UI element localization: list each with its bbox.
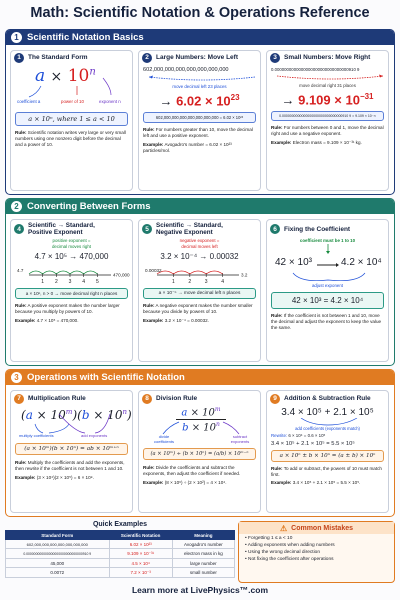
- large-result: → $6.02 \times 10^{23}$: [159, 93, 240, 109]
- addition-label: add coefficients (exponents match): [295, 426, 360, 431]
- list-item: • Forgetting 1 ≤ a < 10: [245, 536, 388, 543]
- table-row: 45,000 4.5 × 10⁴ large number: [6, 559, 235, 568]
- subtitle: negative exponent = decimal moves left: [179, 238, 220, 249]
- warning-icon: ⚠: [279, 523, 288, 533]
- card-division: [138, 390, 261, 513]
- line-start-label: 4.7: [17, 268, 24, 274]
- card-number: 9: [270, 394, 280, 404]
- rule-text: Rule: A negative exponent makes the number smaller because you divide by powers of 10.: [143, 303, 253, 315]
- top-label: coefficient must be 1 to 10: [299, 238, 356, 243]
- rule-text: Rule: A positive exponent makes the number larger because you multiply by powers of 10.: [15, 303, 120, 315]
- column-header: Scientific Notation: [109, 531, 172, 540]
- section-title: Scientific Notation Basics: [27, 32, 144, 43]
- formula-exponent: n: [89, 66, 96, 78]
- card-fixing-coefficient: [266, 219, 389, 362]
- formula-ten: 10: [67, 66, 90, 86]
- section-number: 2: [11, 201, 22, 212]
- card-number: 2: [142, 53, 152, 63]
- quick-examples-title: Quick Examples: [92, 521, 148, 528]
- hop-arrow: [190, 271, 206, 274]
- card-number: 1: [14, 53, 24, 63]
- card-title: Addition & Subtraction Rule: [284, 395, 371, 402]
- example-text: Example: (3 × 10⁴)(2 × 10⁵) = 6 × 10⁹.: [15, 474, 94, 480]
- quick-examples: [5, 521, 235, 583]
- column-header: Meaning: [172, 531, 234, 540]
- move-left-arrow: [143, 74, 258, 84]
- common-mistakes: [238, 521, 395, 583]
- page-title: Math: Scientific Notation & Operations Reference: [30, 5, 370, 21]
- rule-box: a × 10ⁿ, n > 0 → move decimal right n places: [15, 288, 128, 299]
- addition-calc: 3.4 × 10⁵ + 2.1 × 10⁵ = 5.5 × 10⁵: [271, 441, 355, 447]
- section-header: [6, 30, 394, 45]
- multiplication-formula: $(a \times 10^m)(b \times 10^n)$: [21, 408, 132, 422]
- tick-label: 1: [172, 279, 175, 286]
- card-title: Large Numbers: Move Left: [156, 54, 238, 61]
- rule-text: Rule: For numbers between 0 and 1, move the decimal right and use a negative exponent.: [271, 125, 384, 137]
- example-text: Example: 3.4 × 10⁵ + 2.1 × 10⁵ = 5.5 × 10⁵.: [271, 479, 361, 485]
- card-number: 7: [14, 394, 24, 404]
- section-header: [6, 199, 394, 214]
- section-number: 1: [11, 32, 22, 43]
- formula-times: ×: [50, 69, 63, 85]
- tick-label: 5: [95, 279, 99, 286]
- rule-text: Rule: If the coefficient is not between 1 and 10, move the decimal and adjust the exponent to keep the value the same.: [271, 313, 382, 330]
- mistakes-header: [239, 522, 394, 534]
- tick-label: 3: [204, 279, 208, 286]
- mistakes-title: Common Mistakes: [291, 524, 354, 532]
- tick-label: 4: [221, 279, 224, 286]
- fix-diagram: [271, 243, 384, 287]
- list-item: • Adding exponents when adding numbers: [245, 543, 388, 550]
- move-left-label: move decimal left 23 places: [172, 84, 227, 89]
- card-title: The Standard Form: [28, 54, 88, 61]
- card-title: Scientific → Standard, Negative Exponent: [156, 221, 223, 236]
- example-text: Example: Avogadro's number = 6.02 × 10²³ particles/mol.: [143, 142, 232, 154]
- multiplication-box: (a × 10ᵐ)(b × 10ⁿ) = ab × 10ᵐ⁺ⁿ: [15, 443, 128, 455]
- small-result-box: 0.0000000000000000000000000000000910 9 = 9.109 × 10⁻³¹: [271, 111, 384, 121]
- quick-examples-table: [5, 530, 235, 578]
- tick-label: 4: [82, 279, 86, 286]
- multiply-label: multiply coefficients: [19, 433, 54, 438]
- addition-expression: 3.4 × 10⁵ + 2.1 × 10⁵: [281, 407, 374, 418]
- hop-arrow: [206, 271, 222, 274]
- tick-label: 2: [54, 279, 58, 286]
- card-addition-subtraction: [266, 390, 389, 513]
- card-standard-form: [10, 50, 133, 191]
- large-result-box: 602,000,000,000,000,000,000,000 = 6.02 × 10²³: [143, 112, 256, 123]
- hop-arrow: [84, 271, 98, 274]
- division-formula: $a \times 10^m$ $b \times 10^n$: [176, 406, 226, 434]
- fix-left: 42 × 10³: [275, 257, 312, 268]
- section-converting: [5, 198, 395, 366]
- column-header: Standard Form: [6, 531, 110, 540]
- decimal-move-line: [143, 263, 258, 285]
- rule-text: Rule: To add or subtract, the powers of 10 must match first.: [271, 466, 382, 477]
- formula-coefficient: a: [35, 66, 46, 86]
- division-box: (a × 10ᵐ) ÷ (b × 10ⁿ) = (a/b) × 10ᵐ⁻ⁿ: [143, 448, 256, 460]
- footer-link[interactable]: Learn more at LivePhysics™.com: [131, 585, 269, 595]
- multiplication-diagram: [15, 406, 132, 440]
- card-multiplication: [10, 390, 133, 513]
- section-number: 3: [11, 372, 22, 383]
- mistakes-list: [239, 534, 394, 566]
- card-large-numbers: [138, 50, 261, 191]
- subtract-label: subtract exponents: [230, 434, 250, 444]
- card-title: Multiplication Rule: [28, 395, 86, 402]
- tick-label: 2: [188, 279, 192, 286]
- card-number: 5: [142, 224, 152, 234]
- card-negative-exponent: [138, 219, 261, 362]
- section-notation-basics: [5, 29, 395, 195]
- rule-text: Rule: Multiply the coefficients and add the exponents, then rewrite if the coefficient is not between 1 and 10.: [15, 460, 125, 471]
- definition-box: a × 10ⁿ, where 1 ≤ a < 10: [15, 112, 128, 126]
- card-title: Small Numbers: Move Right: [284, 54, 371, 61]
- rule-text: Rule: Scientific notation writes very large or very small numbers using one nonzero digit before the decimal and a power of 10.: [15, 130, 126, 147]
- coefficient-label: coefficient a: [17, 99, 41, 104]
- small-number: 0.0000000000000000000000000000000910 9: [271, 67, 360, 72]
- subtitle: positive exponent = decimal moves right: [51, 238, 92, 249]
- move-right-label: move decimal right 31 places: [299, 83, 356, 88]
- section-title: Converting Between Forms: [27, 201, 151, 212]
- small-result: → $9.109 \times 10^{-31}$: [281, 92, 374, 108]
- hop-arrow: [43, 271, 57, 274]
- hop-arrow: [56, 271, 70, 274]
- list-item: • Using the wrong decimal direction: [245, 550, 388, 557]
- card-number: 6: [270, 224, 280, 234]
- table-row: 602,000,000,000,000,000,000,000 6.02 × 10²³ Avogadro's number: [6, 540, 235, 549]
- example-text: Example: 3.2 × 10⁻⁴ = 0.00032.: [143, 318, 209, 324]
- rule-text: Rule: Divide the coefficients and subtract the exponents, then adjust the coefficient if needed.: [143, 465, 241, 476]
- card-small-numbers: [266, 50, 389, 191]
- hop-arrow: [173, 271, 189, 274]
- rule-box: a × 10⁻ⁿ → move decimal left n places: [143, 288, 256, 299]
- table-row: 0.0072 7.2 × 10⁻³ small number: [6, 568, 235, 578]
- line-end-label: 3.2: [241, 272, 248, 278]
- exponent-label: exponent n: [99, 99, 121, 104]
- fix-right: 4.2 × 10⁴: [341, 257, 382, 268]
- line-end-label: 470,000: [113, 272, 130, 278]
- large-number: 602,000,000,000,000,000,000,000: [143, 67, 229, 73]
- divide-label: divide coefficients: [154, 434, 174, 444]
- section-operations: [5, 369, 395, 517]
- section-title: Operations with Scientific Notation: [27, 372, 185, 383]
- conversion: 3.2 × 10⁻⁴ → 0.00032: [160, 252, 239, 262]
- card-title: Scientific → Standard, Positive Exponent: [28, 221, 95, 236]
- list-item: • Not fixing the coefficient after operations: [245, 557, 388, 564]
- card-number: 4: [14, 224, 24, 234]
- power-label: power of 10: [61, 99, 84, 104]
- table-header-row: [6, 531, 235, 540]
- section-header: [6, 370, 394, 385]
- bottom-label: adjust exponent: [311, 283, 343, 288]
- example-text: Example: (8 × 10⁶) ÷ (2 × 10²) = 4 × 10⁴.: [143, 479, 227, 485]
- addition-box: a × 10ⁿ ± b × 10ⁿ = (a ± b) × 10ⁿ: [271, 450, 384, 462]
- example-text: Example: 4.7 × 10⁵ = 470,000.: [15, 318, 79, 324]
- conversion: 4.7 × 10⁵ → 470,000: [34, 252, 109, 262]
- card-positive-exponent: [10, 219, 133, 362]
- standard-form-diagram: [15, 64, 128, 110]
- addition-arrows: [271, 418, 386, 426]
- hop-arrow: [70, 271, 84, 274]
- rewrite-line: Rewrite: 6 × 10⁴ = 0.6 × 10⁵: [271, 433, 326, 438]
- hop-arrow: [29, 271, 43, 274]
- card-number: 3: [270, 53, 280, 63]
- decimal-move-line: [15, 263, 130, 285]
- division-diagram: [143, 406, 256, 444]
- line-start-label: 0.00032: [145, 268, 162, 274]
- tick-label: 3: [68, 279, 72, 286]
- fix-box: 42 × 10³ = 4.2 × 10⁴: [271, 292, 384, 309]
- table-row: 0.000000000000000000000000000000910 9 9.109 × 10⁻³¹ electron mass in kg: [6, 549, 235, 559]
- card-title: Fixing the Coefficient: [284, 225, 351, 233]
- add-exponents-label: add exponents: [81, 433, 108, 438]
- card-title: Division Rule: [156, 395, 198, 402]
- rule-text: Rule: For numbers greater than 10, move the decimal left and use a positive exponent.: [143, 127, 253, 139]
- tick-label: 1: [41, 279, 45, 286]
- card-number: 8: [142, 394, 152, 404]
- move-right-arrow: [271, 73, 386, 83]
- example-text: Example: Electron mass = 9.109 × 10⁻³¹ kg.: [271, 140, 362, 146]
